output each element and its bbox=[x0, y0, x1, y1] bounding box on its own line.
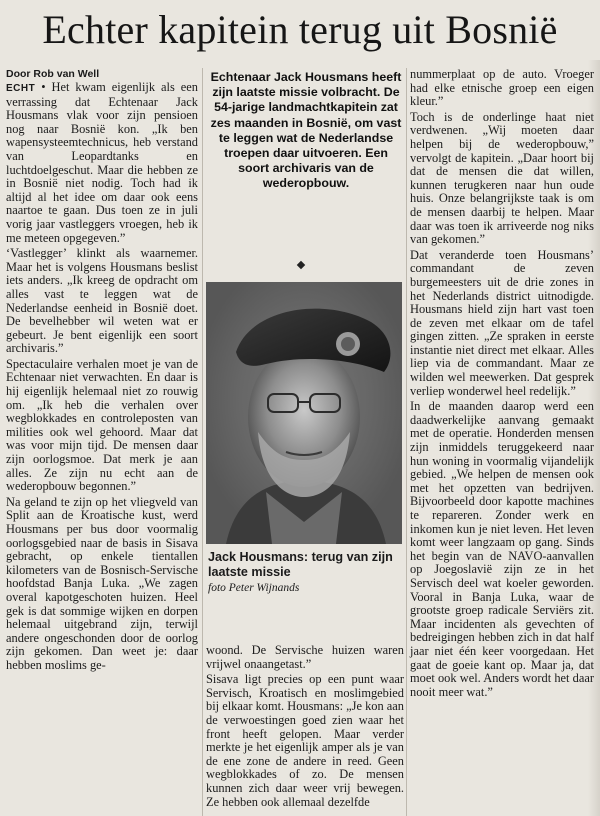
photo-credit: foto Peter Wijnands bbox=[208, 582, 300, 594]
paragraph: Sisava ligt precies op een punt waar Servisch, Kroatisch en moslimgebied bij elkaar komt. Housmans: „Je kon aan de verwoestingen goed zien waar het front heeft gelopen. Maar verder merkte je het eigenlijk amper als je van de ene zone de andere in reed. Geen wegblokkades of zo. De mensen kunnen zich daar weer vrij bewegen. Ze hebben ook allemaal dezelfde bbox=[206, 672, 404, 809]
paragraph bbox=[6, 81, 198, 245]
paragraph: woond. De Servische huizen waren vrijwel onaangetast.” bbox=[206, 643, 404, 671]
paragraph: Spectaculaire verhalen moet je van de Echtenaar niet verwachten. En daar is hij eigenlijk helemaal niet zo rouwig om. „Ik heb die verhalen over wegblokkades en controleposten van milities ook wel gehoord. Maar dat was voor mijn tijd. De mensen daar zijn oorlogsmoe. Dat merk je aan alles. Ze zijn nu echt aan de wederopbouw begonnen.” bbox=[6, 356, 198, 494]
column-rule-right bbox=[406, 68, 407, 816]
paragraph: Na geland te zijn op het vliegveld van Split aan de Kroatische kust, werd Housmans per bus door voormalig oorlogsgebied naar de basis in Sisava gebracht, op enkele tientallen kilometers van de Bosnisch-Servische hoofdstad Banja Luka. „We zagen overal kapotgeschoten huizen. Heel gek is dat sommige wijken en dorpen helemaal uitgebrand zijn, terwijl andere ongeschonden door de oorlog zijn gekomen. Dan weet je: daar hebben moslims ge- bbox=[6, 494, 198, 672]
dateline: ECHT bbox=[6, 83, 36, 94]
intro-lead: Echtenaar Jack Housmans heeft zijn laatste missie volbracht. De 54-jarige landmachtkapitein zat zes maanden in Bosnië, om vast te leggen wat de Nederlandse troepen daar uitvoeren. Een soort archivaris van de wederopbouw. bbox=[210, 70, 402, 191]
left-column bbox=[6, 68, 198, 673]
separator-diamond bbox=[297, 261, 305, 269]
photo-caption: Jack Housmans: terug van zijn laatste missie bbox=[208, 550, 393, 579]
paragraph: Toch is de onderlinge haat niet verdwenen. „Wij moeten daar helpen bij de wederopbouw,” vervolgt de kapitein. „Daar hoort bij dat de mensen die dat willen, kunnen terugkeren naar hun oude huis. Onze belangrijkste taak is om de mensen daarbij te helpen. Maar daar was toen ik arriveerde nog niks van gekomen.” bbox=[410, 109, 594, 247]
portrait-photo-drawing bbox=[206, 282, 402, 544]
portrait-photo bbox=[206, 282, 402, 544]
paragraph: ‘Vastlegger’ klinkt als waarnemer. Maar het is volgens Housmans beslist iets anders. „Ik kreeg de opdracht om alles vast te leggen wat de Nederlandse eenheid in Bosnië doet. De bevelhebber wil weten wat er gebeurt. Je bent eigenlijk een soort archivaris.” bbox=[6, 246, 198, 356]
paragraph: Dat veranderde toen Housmans’ commandant de zeven burgemeesters uit de drie zones in het Nederlands district uitnodigde. Housmans hield zijn hart vast toen de zeven met elkaar om de tafel gingen zitten. „Ze spraken in eerste instantie niet direct met elkaar. Alles liep via de commandant. Maar ze wilden wel meewerken. Dat gesprek verliep wonderwel heel redelijk.” bbox=[410, 247, 594, 398]
paragraph: nummerplaat op de auto. Vroeger had elke etnische groep een eigen kleur.” bbox=[410, 67, 594, 109]
right-column bbox=[410, 68, 594, 699]
middle-column bbox=[206, 644, 404, 809]
paragraph-text: • Het kwam eigenlijk als een verrassing dat Echtenaar Jack Housmans vlak voor zijn pensioen nog naar Bosnië kon. „Ik ben wapensysteemtechnicus, heb verstand van Leopardtanks en luchtdoelgeschut. Maar die hebben ze in Bosnië niet nodig. Toch had ik altijd al het idee om daar ook eens naartoe te gaan. Dus toen ze in juli vorig jaar vastleggers vroegen, heb ik me meteen opgegeven.” bbox=[6, 80, 198, 245]
paragraph: In de maanden daarop werd een daadwerkelijke aanvang gemaakt met de operatie. Honderden mensen zijn inmiddels teruggekeerd naar hun woning in voormalig vijandelijk gebied. „We helpen de mensen ook met het opzetten van bedrijven. Bijvoorbeeld door kapotte machines te repareren. Zonder werk en inkomen kun je niet leven. Het leven komt weer langzaam op gang. Sinds het begin van de NAVO-aanvallen op Joegoslavië zijn ze in het Servisch deel wat koeler geworden. Vooral in Banja Luka, waar de grootste groep radicale Serviërs zit. Maar incidenten als gevechten of bedreigingen hebben zich in dat half jaar niet één keer voorgedaan. Het gaat de goeie kant op. Maar ja, dat moet ook wel. Anders wordt het daar nooit meer wat.” bbox=[410, 399, 594, 699]
byline: Door Rob van Well bbox=[6, 68, 100, 80]
column-rule-left bbox=[202, 68, 203, 816]
page-headline: Echter kapitein terug uit Bosnië bbox=[42, 7, 558, 52]
